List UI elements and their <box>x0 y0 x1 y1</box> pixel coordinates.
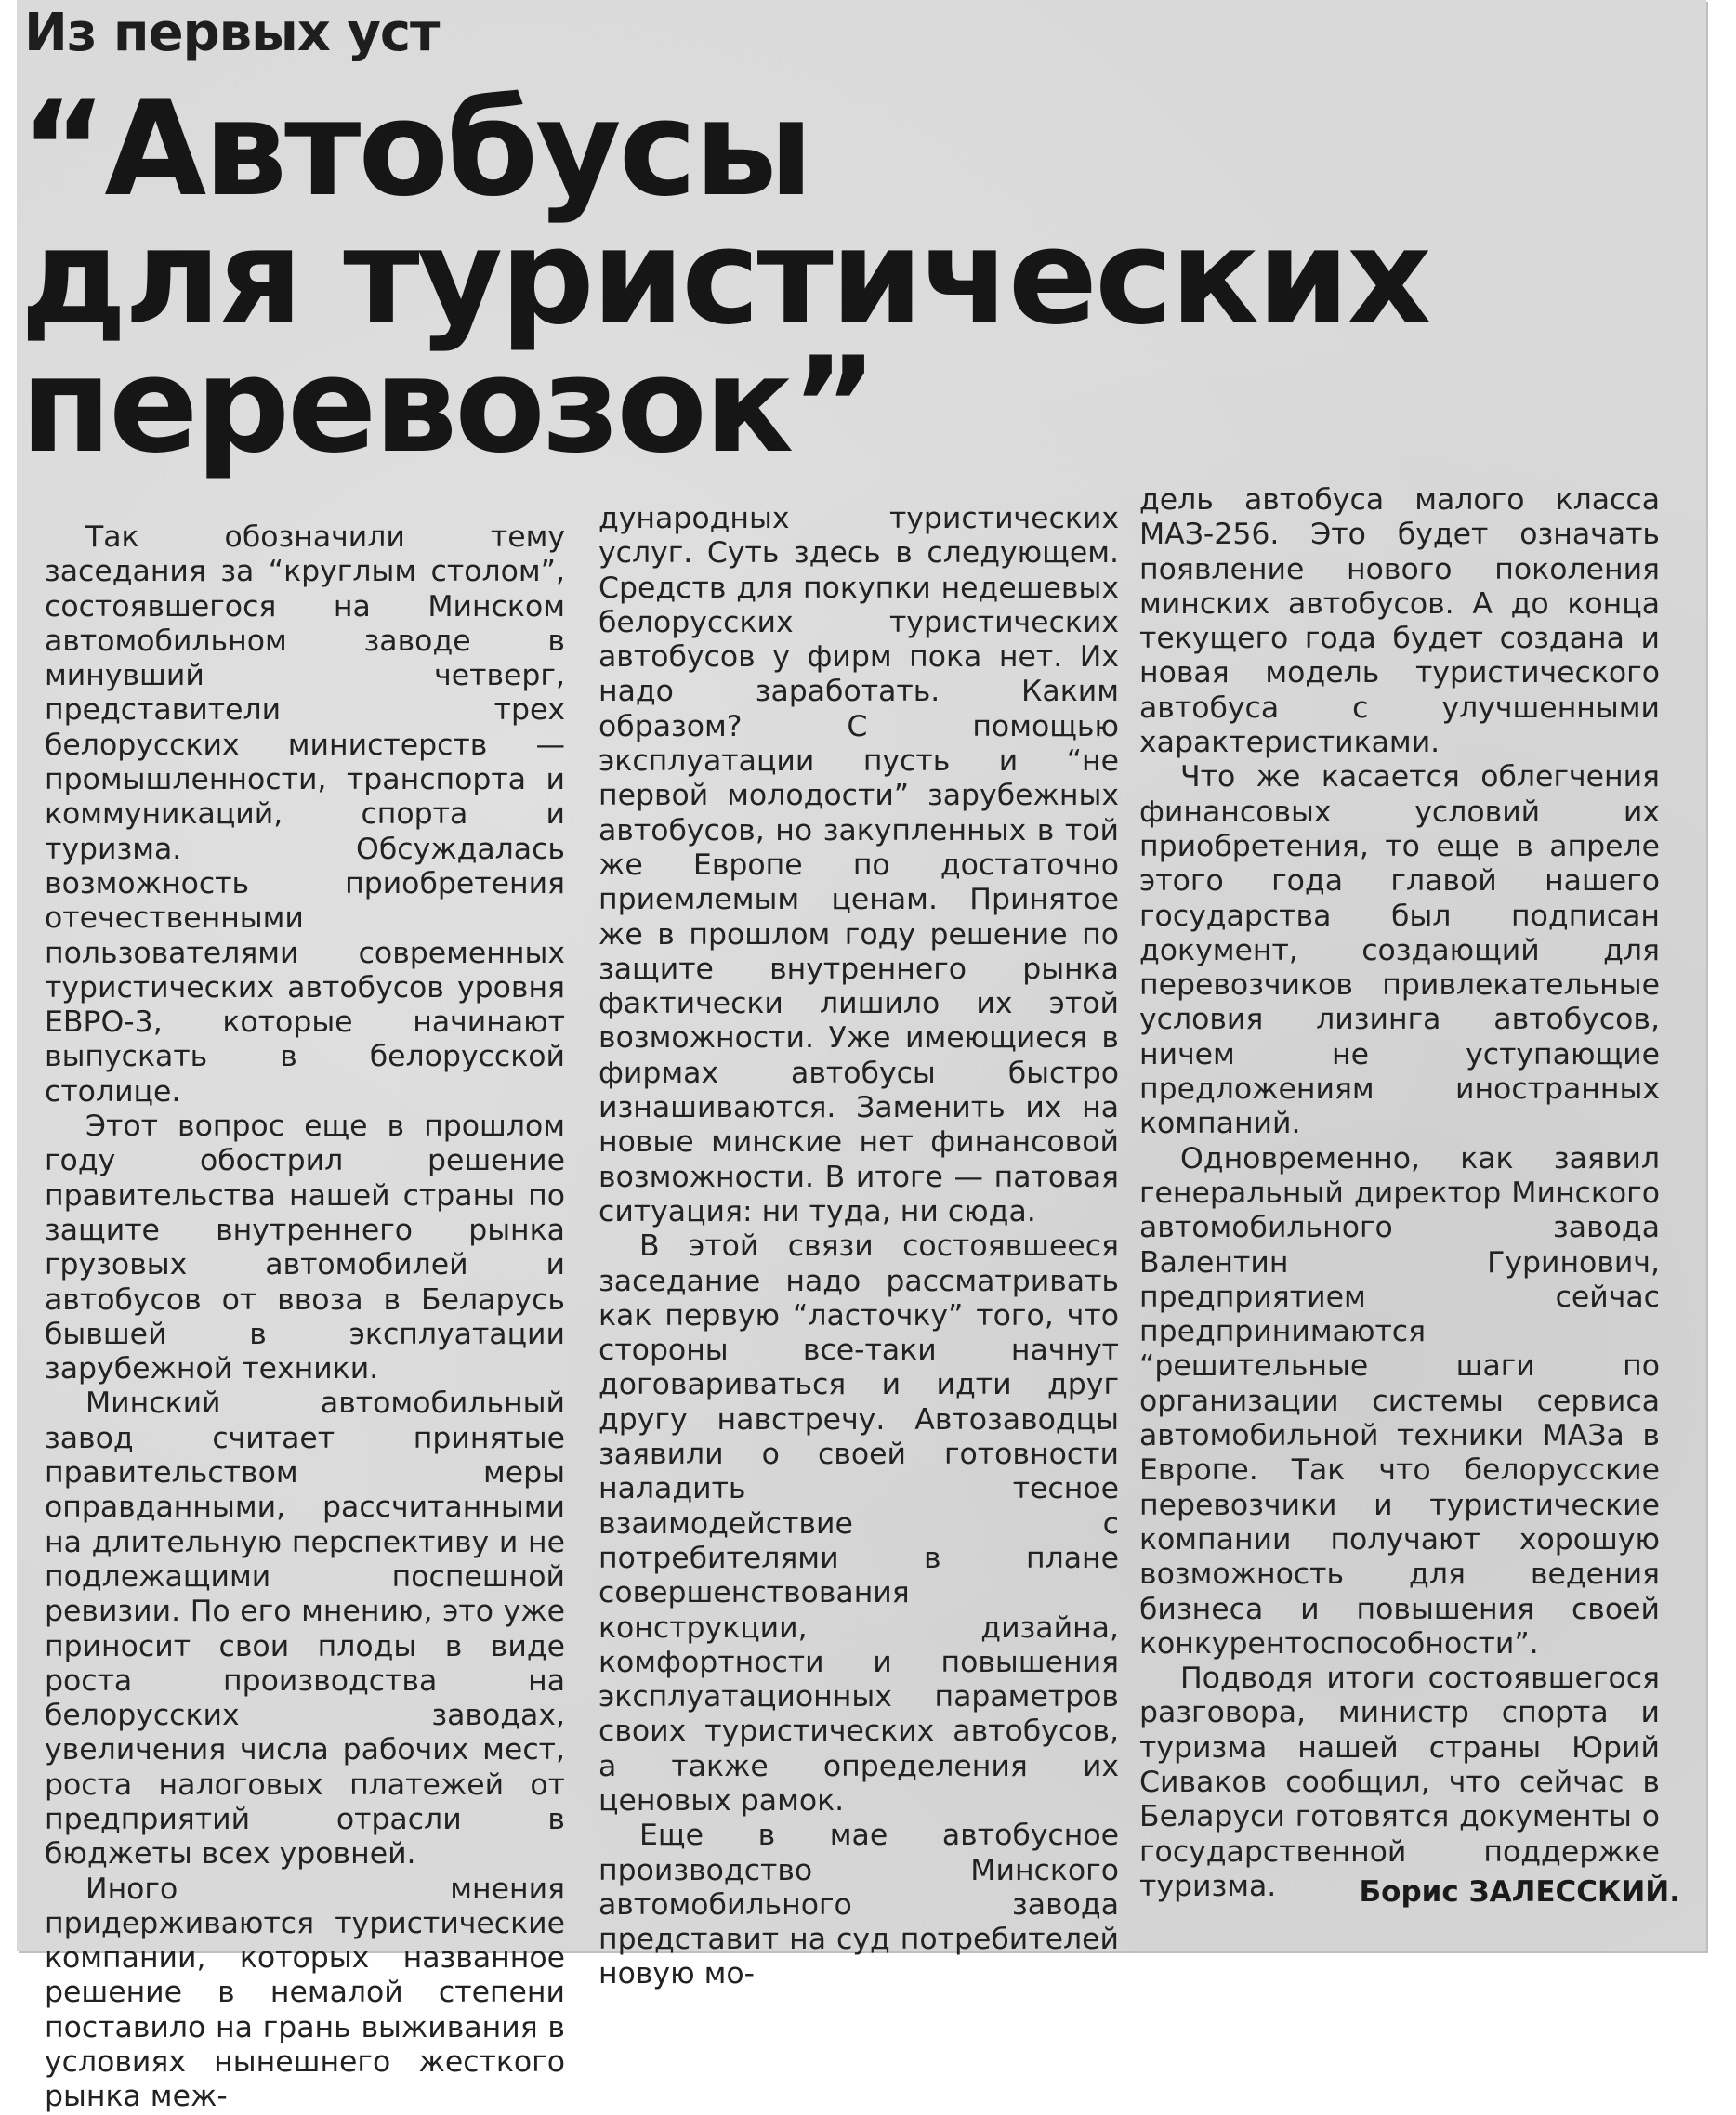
paragraph: Подводя итоги состоявшегося разговора, министр спорта и туризма нашей страны Юрий Сиваков сообщил, что сейчас в Беларуси готовятся документы о государственной поддержке туризма. <box>1139 1662 1660 1903</box>
author-signature: Борис ЗАЛЕССКИЙ. <box>1359 1875 1680 1909</box>
paragraph: Минский автомобильный завод считает принятые правительством меры оправданными, рассчитанными на длительную перспективу и не подлежащими поспешной ревизии. По его мнению, это уже приносит свои плоды в виде роста производства на белорусских заводах, увеличения числа рабочих мест, роста налоговых платежей от предприятий отрасли в бюджеты всех уровней. <box>45 1386 565 1872</box>
headline-line-2: для туристических <box>20 201 1429 354</box>
paragraph-continued: дель автобуса малого класса МАЗ-256. Это будет означать появление нового поколения минских автобусов. А до конца текущего года будет создана и новая модель туристического автобуса с улучшенными характеристиками. <box>1139 483 1660 760</box>
paragraph: Одновременно, как заявил генеральный директор Минского автомобильного завода Валентин Гуринович, предприятием сейчас предпринимаются “решительные шаги по организации системы сервиса автомобильной техники МАЗа в Европе. Так что белорусские перевозчики и туристические компании получают хорошую возможность для ведения бизнеса и повышения своей конкурентоспособности”. <box>1139 1141 1660 1661</box>
column-3 <box>1139 483 1660 1904</box>
rubric-label: Из первых уст <box>24 3 440 63</box>
headline-line-3: перевозок” <box>20 329 875 482</box>
paragraph: Этот вопрос еще в прошлом году обострил решение правительства нашей страны по защите внутреннего рынка грузовых автомобилей и автобусов от ввоза в Беларусь бывшей в эксплуатации зарубежной техники. <box>45 1110 565 1386</box>
article-body <box>45 483 1690 2114</box>
paragraph: Так обозначили тему заседания за “круглым столом”, состоявшегося на Минском автомобильном заводе в минувший четверг, представители трех белорусских министерств — промышленности, транспорта и коммуникаций, спорта и туризма. Обсуждалась возможность приобретения отечественными пользователями современных туристических автобусов уровня ЕВРО-3, которые начинают выпускать в белорусской столице. <box>45 520 565 1109</box>
column-2 <box>598 502 1119 1992</box>
paragraph: В этой связи состоявшееся заседание надо рассматривать как первую “ласточку” того, что стороны все-таки начнут договариваться и идти друг другу навстречу. Автозаводцы заявили о своей готовности наладить тесное взаимодействие с потребителями в плане совершенствования конструкции, дизайна, комфортности и повышения эксплуатационных параметров своих туристических автобусов, а также определения их ценовых рамок. <box>598 1229 1119 1818</box>
headline-line-1: “Автобусы <box>20 72 811 226</box>
column-1 <box>45 520 565 2115</box>
paragraph: Иного мнения придерживаются туристические компании, которых названное решение в немалой степени поставило на грань выживания в условиях нынешнего жесткого рынка меж- <box>45 1872 565 2114</box>
paragraph: Что же касается облегчения финансовых условий их приобретения, то еще в апреле этого года главой нашего государства был подписан документ, создающий для перевозчиков привлекательные условия лизинга автобусов, ничем не уступающие предложениям иностранных компаний. <box>1139 760 1660 1141</box>
paragraph-continued: дународных туристических услуг. Суть здесь в следующем. Средств для покупки недешевых белорусских туристических автобусов у фирм пока нет. Их надо заработать. Каким образом? С помощью эксплуатации пусть и “не первой молодости” зарубежных автобусов, но закупленных в той же Европе по достаточно приемлемым ценам. Принятое же в прошлом году решение по защите внутреннего рынка фактически лишило их этой возможности. Уже имеющиеся в фирмах автобусы быстро изнашиваются. Заменить их на новые минские нет финансовой возможности. В итоге — патовая ситуация: ни туда, ни сюда. <box>598 502 1119 1228</box>
newspaper-clipping <box>17 0 1706 2114</box>
paragraph: Еще в мае автобусное производство Минского автомобильного завода представит на суд потребителей новую мо- <box>598 1819 1119 1991</box>
article-headline <box>20 72 1693 482</box>
